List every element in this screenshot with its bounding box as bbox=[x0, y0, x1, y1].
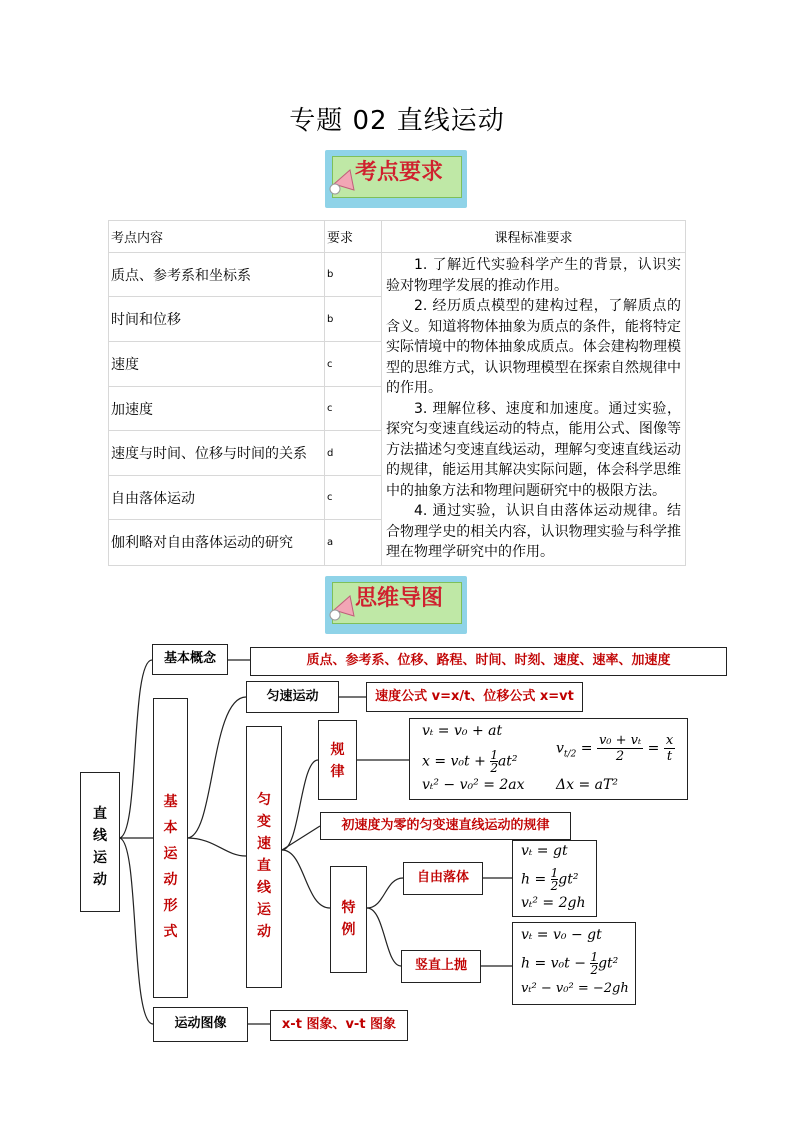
formula-velocity-squared: vₜ² − v₀² = 2ax bbox=[422, 777, 525, 793]
level-cell: a bbox=[325, 520, 382, 565]
uniform-accel-node bbox=[246, 726, 282, 988]
free-fall-height: h = $\frac{1}{2}$ gt² bbox=[521, 866, 579, 893]
graphs-node: 运动图像 bbox=[153, 1007, 248, 1042]
free-fall-velocity-squared: vₜ² = 2gh bbox=[521, 895, 586, 911]
vertical-throw-formula-box bbox=[512, 922, 636, 1005]
level-cell: c bbox=[325, 476, 382, 520]
table-header: 考点内容 bbox=[109, 221, 325, 253]
topic-cell: 速度与时间、位移与时间的关系 bbox=[109, 431, 325, 476]
rules-node bbox=[318, 720, 357, 800]
free-fall-formula-box bbox=[512, 840, 597, 917]
basic-concepts-node: 基本概念 bbox=[152, 644, 228, 675]
requirements-banner-label: 考点要求 bbox=[354, 160, 443, 185]
standard-item: 2. 经历质点模型的建构过程，了解质点的含义。知道将物体抽象为质点的条件，能将特定实际情境中的物体抽象成质点。体会建构物理模型的思维方式，认识物理模型在探索自然规律中的作用。 bbox=[386, 298, 681, 396]
topic-cell: 伽利略对自由落体运动的研究 bbox=[109, 520, 325, 565]
vertical-velocity-squared: vₜ² − v₀² = −2gh bbox=[521, 981, 629, 996]
uniform-accel-label: 匀变速直线运动 bbox=[257, 792, 271, 940]
free-fall-velocity: vₜ = gt bbox=[521, 843, 568, 859]
standard-item: 1. 了解近代实验科学产生的背景，认识实验对物理学发展的推动作用。 bbox=[386, 257, 681, 294]
basic-concepts-content: 质点、参考系、位移、路程、时间、时刻、速度、速率、加速度 bbox=[250, 647, 727, 676]
formula-delta-x: Δx = aT² bbox=[556, 777, 618, 793]
free-fall-node: 自由落体 bbox=[403, 862, 483, 895]
vertical-velocity: vₜ = v₀ − gt bbox=[521, 927, 602, 943]
vertical-height: h = v₀t − $\frac{1}{2}$ gt² bbox=[521, 950, 619, 977]
table-header: 要求 bbox=[325, 221, 382, 253]
mindmap-banner-label: 思维导图 bbox=[354, 586, 443, 611]
level-cell: d bbox=[325, 431, 382, 476]
table-header: 课程标准要求 bbox=[382, 221, 686, 253]
rules-formula-box bbox=[409, 718, 688, 800]
formula-displacement: x = v₀t + $\frac{1}{2}$ at² bbox=[422, 748, 518, 775]
zero-initial-node: 初速度为零的匀变速直线运动的规律 bbox=[320, 812, 571, 840]
level-cell: b bbox=[325, 297, 382, 342]
standard-item: 3. 理解位移、速度和加速度。通过实验，探究匀变速直线运动的特点，能用公式、图像等方法描述匀变速直线运动，理解匀变速直线运动的规律，能运用其解决实际问题，体会科学思维中的抽象方法和物理问题研究中的极限方法。 bbox=[386, 400, 681, 499]
uniform-formula: 速度公式 v=x/t、位移公式 x=vt bbox=[366, 682, 583, 712]
graphs-content: x-t 图象、v-t 图象 bbox=[270, 1010, 408, 1041]
standard-item: 4. 通过实验，认识自由落体运动规律。结合物理学史的相关内容，认识物理实验与科学推理在物理学研究中的作用。 bbox=[386, 503, 681, 560]
root-label: 直线运动 bbox=[93, 806, 107, 888]
vertical-throw-node: 竖直上抛 bbox=[401, 950, 481, 983]
formula-average-velocity: $v_{t/2}$ = $\frac{\text{v₀ + vₜ}}{2}$ = $\frac{x}{t}$ bbox=[556, 733, 674, 764]
level-cell: b bbox=[325, 253, 382, 297]
level-cell: c bbox=[325, 342, 382, 387]
topic-cell: 自由落体运动 bbox=[109, 476, 325, 520]
topic-cell: 速度 bbox=[109, 342, 325, 387]
page-title: 专题 02 直线运动 bbox=[289, 106, 505, 136]
special-label: 特例 bbox=[341, 900, 356, 938]
uniform-node: 匀速运动 bbox=[246, 681, 339, 713]
level-cell: c bbox=[325, 387, 382, 431]
basic-motion-label: 基本运动形式 bbox=[163, 794, 178, 940]
rules-label: 规律 bbox=[330, 742, 345, 780]
formula-velocity: vₜ = v₀ + at bbox=[422, 723, 503, 739]
special-node bbox=[330, 866, 367, 973]
topic-cell: 质点、参考系和坐标系 bbox=[109, 253, 325, 297]
basic-motion-node bbox=[153, 698, 188, 998]
root-node bbox=[80, 772, 120, 912]
topic-cell: 时间和位移 bbox=[109, 297, 325, 342]
topic-cell: 加速度 bbox=[109, 387, 325, 431]
